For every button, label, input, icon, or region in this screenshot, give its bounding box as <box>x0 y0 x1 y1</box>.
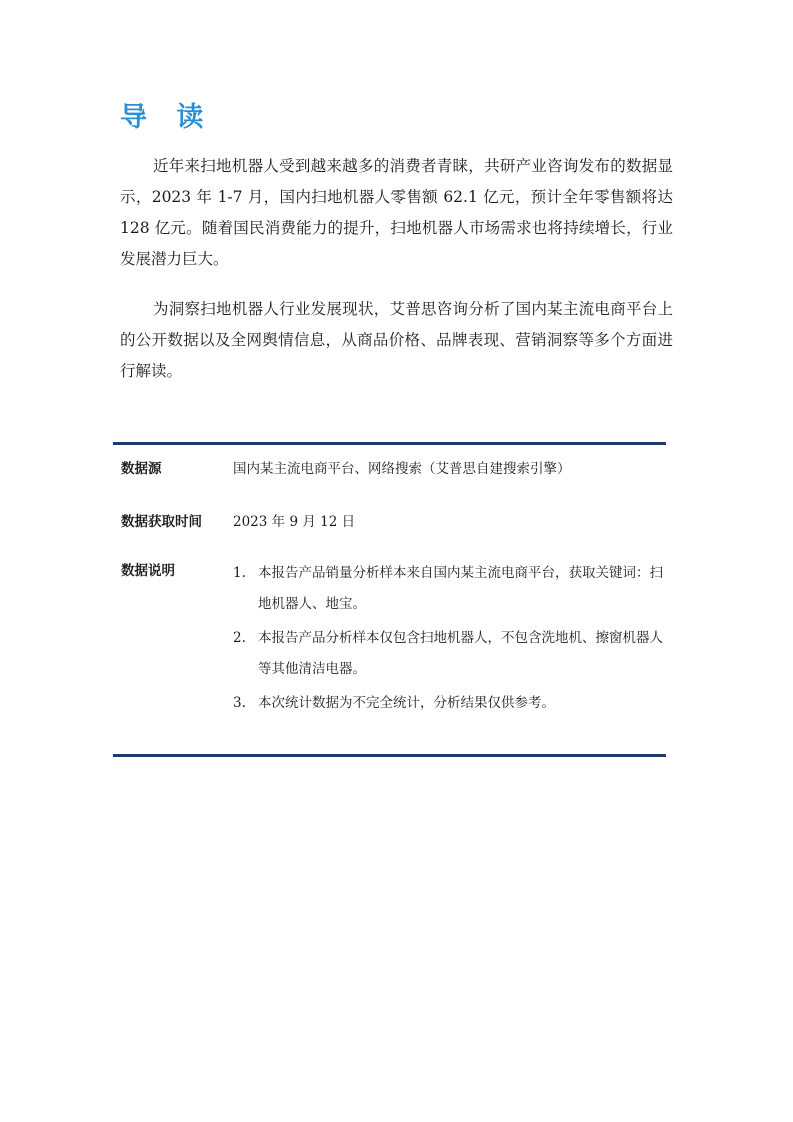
data-description-label: 数据说明 <box>121 563 175 579</box>
note-number: 1. <box>233 565 246 581</box>
data-notes-list <box>233 558 673 722</box>
note-number: 3. <box>233 695 246 711</box>
note-text: 本报告产品分析样本仅包含扫地机器人，不包含洗地机、擦窗机器人等其他清洁电器。 <box>258 630 663 677</box>
data-source-label: 数据源 <box>121 461 162 477</box>
data-note-item <box>233 688 673 719</box>
data-source-value: 国内某主流电商平台、网络搜索（艾普思自建搜索引擎） <box>233 461 571 477</box>
intro-paragraph-1: 近年来扫地机器人受到越来越多的消费者青睐，共研产业咨询发布的数据显示，2023 年 1-7 月，国内扫地机器人零售额 62.1 亿元，预计全年零售额将达 128 亿元。随着国民消费能力的提升，扫地机器人市场需求也将持续增长，行业发展潜力巨大。 <box>120 157 673 268</box>
section-title: 导 读 <box>120 102 214 133</box>
info-top-divider <box>113 442 666 445</box>
note-number: 2. <box>233 630 246 646</box>
info-bottom-divider <box>113 754 666 757</box>
note-text: 本报告产品销量分析样本来自国内某主流电商平台，获取关键词：扫地机器人、地宝。 <box>258 565 663 612</box>
data-time-value: 2023 年 9 月 12 日 <box>233 514 356 530</box>
note-text: 本次统计数据为不完全统计，分析结果仅供参考。 <box>258 695 555 711</box>
data-note-item <box>233 558 673 620</box>
data-note-item <box>233 623 673 685</box>
data-time-label: 数据获取时间 <box>121 514 202 530</box>
intro-paragraph-2: 为洞察扫地机器人行业发展现状，艾普思咨询分析了国内某主流电商平台上的公开数据以及全网舆情信息，从商品价格、品牌表现、营销洞察等多个方面进行解读。 <box>120 300 673 380</box>
